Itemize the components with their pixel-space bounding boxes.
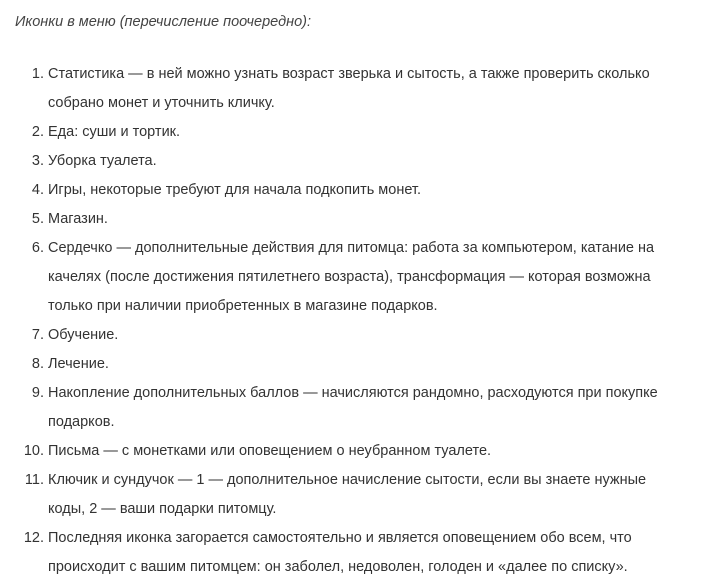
list-item-number: 7. <box>31 327 44 343</box>
menu-icons-list <box>0 60 705 582</box>
list-item-number: 4. <box>31 182 44 198</box>
list-item-text: Обучение. <box>48 327 119 343</box>
list-item-text: качелях (после достижения пятилетнего возраста), трансформация — которая возможна <box>48 269 651 285</box>
list-item-number: 6. <box>31 240 44 256</box>
list-item-text: Накопление дополнительных баллов — начисляются рандомно, расходуются при покупке <box>48 385 658 401</box>
list-item-number: 3. <box>31 153 44 169</box>
list-item-text: коды, 2 — ваши подарки питомцу. <box>48 501 277 517</box>
list-item-6 <box>0 234 705 321</box>
list-intro-heading: Иконки в меню (перечисление поочередно): <box>15 14 312 30</box>
list-item-1 <box>0 60 705 118</box>
list-item-number: 10. <box>23 443 44 459</box>
list-item-3 <box>0 147 705 176</box>
list-item-9 <box>0 379 705 437</box>
list-item-number: 2. <box>31 124 44 140</box>
list-item-text: подарков. <box>48 414 115 430</box>
list-item-10 <box>0 437 705 466</box>
list-item-text: Статистика — в ней можно узнать возраст зверька и сытость, а также проверить сколько <box>48 66 650 82</box>
list-item-text: Сердечко — дополнительные действия для питомца: работа за компьютером, катание на <box>48 240 655 256</box>
list-item-text: Игры, некоторые требуют для начала подкопить монет. <box>48 182 421 198</box>
list-item-text: Лечение. <box>48 356 109 372</box>
list-item-text: Магазин. <box>48 211 108 227</box>
list-item-text: происходит с вашим питомцем: он заболел, недоволен, голоден и «далее по списку». <box>48 559 628 575</box>
list-item-text: Уборка туалета. <box>48 153 157 169</box>
list-item-text: Последняя иконка загорается самостоятельно и является оповещением обо всем, что <box>48 530 632 546</box>
list-item-number: 5. <box>31 211 44 227</box>
list-item-8 <box>0 350 705 379</box>
list-item-11 <box>0 466 705 524</box>
list-item-text: Письма — с монетками или оповещением о неубранном туалете. <box>48 443 492 459</box>
list-item-number: 12. <box>23 530 44 546</box>
list-item-5 <box>0 205 705 234</box>
list-item-12 <box>0 524 705 582</box>
list-item-text: собрано монет и уточнить кличку. <box>48 95 275 111</box>
list-item-text: Ключик и сундучок — 1 — дополнительное начисление сытости, если вы знаете нужные <box>48 472 647 488</box>
list-item-number: 1. <box>31 66 44 82</box>
list-item-text: только при наличии приобретенных в магазине подарков. <box>48 298 438 314</box>
list-item-text: Еда: суши и тортик. <box>48 124 181 140</box>
list-item-2 <box>0 118 705 147</box>
list-item-7 <box>0 321 705 350</box>
list-item-number: 8. <box>31 356 44 372</box>
list-item-number: 9. <box>31 385 44 401</box>
list-item-4 <box>0 176 705 205</box>
list-item-number: 11. <box>24 472 44 488</box>
